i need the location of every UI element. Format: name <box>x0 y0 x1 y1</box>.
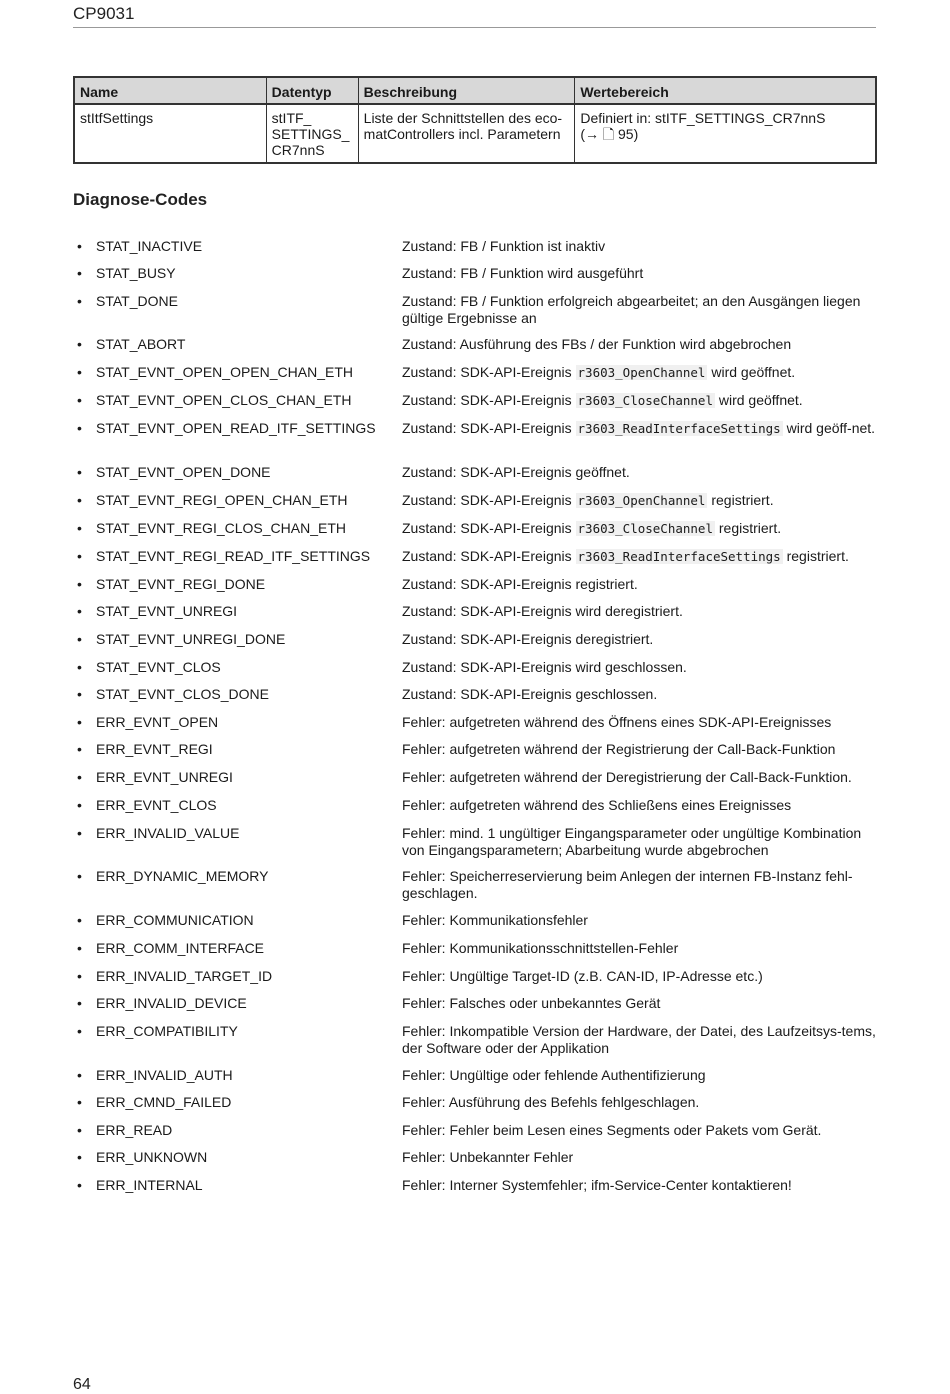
code-name: STAT_EVNT_REGI_DONE <box>96 576 266 592</box>
code-name: ERR_INVALID_VALUE <box>96 825 240 841</box>
bullet-icon: • <box>77 1122 82 1138</box>
code-description: Zustand: SDK-API-Ereignis geöffnet. <box>402 464 630 480</box>
list-item <box>73 576 876 593</box>
code-description <box>402 520 876 538</box>
code-name: STAT_EVNT_OPEN_READ_ITF_SETTINGS <box>96 420 376 436</box>
code-description-text: wird geöffnet. <box>707 364 796 380</box>
code-name: STAT_DONE <box>96 293 178 309</box>
cell-range <box>575 104 876 163</box>
cell-name: stItfSettings <box>74 104 266 163</box>
list-item <box>73 714 876 731</box>
list-item <box>73 420 876 438</box>
bullet-icon: • <box>77 420 82 436</box>
code-description <box>402 548 876 566</box>
code-name: ERR_EVNT_OPEN <box>96 714 219 730</box>
document-header-title: CP9031 <box>73 4 135 23</box>
code-description: Zustand: FB / Funktion erfolgreich abgearbeitet; an den Ausgängen liegen gültige Ergebnisse an <box>402 293 861 326</box>
code-name: STAT_EVNT_CLOS <box>96 659 221 675</box>
bullet-icon: • <box>77 492 82 508</box>
code-name: ERR_INVALID_TARGET_ID <box>96 968 273 984</box>
list-item <box>73 392 876 410</box>
code-description <box>402 392 876 410</box>
code-description: Fehler: aufgetreten während der Deregistrierung der Call-Back-Funktion. <box>402 769 852 785</box>
cell-datatype-line: CR7nnS <box>271 142 325 158</box>
function-code-inline: r3603_OpenChannel <box>577 365 706 380</box>
bullet-icon: • <box>77 576 82 592</box>
code-name: STAT_ABORT <box>96 336 186 352</box>
code-description-text: registriert. <box>782 548 849 564</box>
code-description <box>402 492 876 510</box>
bullet-icon: • <box>77 1023 82 1039</box>
cell-description-line: Liste der Schnittstellen des eco- <box>363 110 563 126</box>
code-description: Fehler: Falsches oder unbekanntes Gerät <box>402 995 661 1011</box>
code-name: ERR_CMND_FAILED <box>96 1094 232 1110</box>
code-name: ERR_COMPATIBILITY <box>96 1023 238 1039</box>
code-name: ERR_EVNT_REGI <box>96 741 213 757</box>
code-description: Fehler: Kommunikationsfehler <box>402 912 588 928</box>
parameter-table <box>73 76 877 164</box>
code-name: ERR_INVALID_AUTH <box>96 1067 233 1083</box>
list-item <box>73 868 876 901</box>
code-description: Zustand: SDK-API-Ereignis registriert. <box>402 576 638 592</box>
cell-description <box>358 104 575 163</box>
code-description: Zustand: Ausführung des FBs / der Funktion wird abgebrochen <box>402 336 792 352</box>
code-description: Zustand: FB / Funktion wird ausgeführt <box>402 265 644 281</box>
table-header-row <box>74 77 876 104</box>
cell-datatype-line: SETTINGS_ <box>271 126 350 142</box>
code-description: Fehler: aufgetreten während der Registrierung der Call-Back-Funktion <box>402 741 836 757</box>
list-item <box>73 797 876 814</box>
code-description: Fehler: aufgetreten während des Öffnens eines SDK-API-Ereignisses <box>402 714 832 730</box>
code-description-text: Zustand: SDK-API-Ereignis <box>402 492 576 508</box>
cell-range-line: Definiert in: stITF_SETTINGS_CR7nnS <box>580 110 826 126</box>
cell-datatype <box>266 104 358 163</box>
table-row <box>74 104 876 163</box>
code-description-text: wird geöffnet. <box>714 392 803 408</box>
list-item <box>73 940 876 957</box>
bullet-icon: • <box>77 769 82 785</box>
bullet-icon: • <box>77 714 82 730</box>
code-description <box>402 364 876 382</box>
function-code-inline: r3603_CloseChannel <box>577 393 713 408</box>
list-item <box>73 1177 876 1194</box>
code-name: ERR_UNKNOWN <box>96 1149 208 1165</box>
bullet-icon: • <box>77 392 82 408</box>
code-description: Fehler: Speicherreservierung beim Anlegen der internen FB-Instanz fehl-geschlagen. <box>402 868 853 901</box>
code-name: STAT_EVNT_UNREGI_DONE <box>96 631 286 647</box>
bullet-icon: • <box>77 686 82 702</box>
bullet-icon: • <box>77 603 82 619</box>
code-name: STAT_EVNT_UNREGI <box>96 603 238 619</box>
code-name: STAT_EVNT_OPEN_CLOS_CHAN_ETH <box>96 392 352 408</box>
code-name: ERR_COMM_INTERFACE <box>96 940 265 956</box>
code-description: Fehler: Kommunikationsschnittstellen-Fehler <box>402 940 679 956</box>
code-name: ERR_READ <box>96 1122 173 1138</box>
code-description: Fehler: Unbekannter Fehler <box>402 1149 574 1165</box>
code-name: STAT_INACTIVE <box>96 238 203 254</box>
bullet-icon: • <box>77 238 82 254</box>
bullet-icon: • <box>77 741 82 757</box>
code-description: Fehler: mind. 1 ungültiger Eingangsparameter oder ungültige Kombination von Eingangsparametern; Abarbeitung wurde abgebrochen <box>402 825 862 858</box>
code-description-text: Zustand: SDK-API-Ereignis <box>402 420 576 436</box>
code-name: ERR_EVNT_UNREGI <box>96 769 233 785</box>
list-item <box>73 659 876 676</box>
bullet-icon: • <box>77 1067 82 1083</box>
code-name: STAT_EVNT_REGI_CLOS_CHAN_ETH <box>96 520 346 536</box>
bullet-icon: • <box>77 265 82 281</box>
bullet-icon: • <box>77 1177 82 1193</box>
list-item <box>73 603 876 620</box>
bullet-icon: • <box>77 912 82 928</box>
list-item <box>73 293 876 326</box>
function-code-inline: r3603_CloseChannel <box>577 521 713 536</box>
list-item <box>73 1023 876 1056</box>
list-item <box>73 238 876 255</box>
code-description: Zustand: SDK-API-Ereignis wird deregistriert. <box>402 603 683 619</box>
code-description: Zustand: SDK-API-Ereignis wird geschlossen. <box>402 659 687 675</box>
bullet-icon: • <box>77 868 82 884</box>
code-name: ERR_EVNT_CLOS <box>96 797 217 813</box>
function-code-inline: r3603_ReadInterfaceSettings <box>577 549 781 564</box>
bullet-icon: • <box>77 825 82 841</box>
column-header-name: Name <box>74 77 266 104</box>
code-description-text: registriert. <box>714 520 782 536</box>
list-item <box>73 769 876 786</box>
code-name: STAT_BUSY <box>96 265 176 281</box>
bullet-icon: • <box>77 1094 82 1110</box>
bullet-icon: • <box>77 797 82 813</box>
code-name: STAT_EVNT_CLOS_DONE <box>96 686 269 702</box>
function-code-inline: r3603_ReadInterfaceSettings <box>577 421 781 436</box>
bullet-icon: • <box>77 548 82 564</box>
list-item <box>73 1067 876 1084</box>
function-code-inline: r3603_OpenChannel <box>577 493 706 508</box>
bullet-icon: • <box>77 659 82 675</box>
code-name: STAT_EVNT_OPEN_OPEN_CHAN_ETH <box>96 364 353 380</box>
code-description: Zustand: SDK-API-Ereignis deregistriert. <box>402 631 654 647</box>
bullet-icon: • <box>77 968 82 984</box>
code-description: Fehler: Interner Systemfehler; ifm-Service-Center kontaktieren! <box>402 1177 792 1193</box>
code-name: ERR_INTERNAL <box>96 1177 203 1193</box>
list-item <box>73 968 876 985</box>
list-item <box>73 825 876 858</box>
list-item <box>73 631 876 648</box>
list-item <box>73 912 876 929</box>
list-item <box>73 364 876 382</box>
code-description-text: Zustand: SDK-API-Ereignis <box>402 364 576 380</box>
code-description: Fehler: Fehler beim Lesen eines Segments oder Pakets vom Gerät. <box>402 1122 822 1138</box>
column-header-range: Wertebereich <box>575 77 876 104</box>
list-item <box>73 265 876 282</box>
bullet-icon: • <box>77 940 82 956</box>
list-item <box>73 741 876 758</box>
bullet-icon: • <box>77 464 82 480</box>
code-name: STAT_EVNT_REGI_OPEN_CHAN_ETH <box>96 492 348 508</box>
bullet-icon: • <box>77 631 82 647</box>
code-name: ERR_DYNAMIC_MEMORY <box>96 868 269 884</box>
bullet-icon: • <box>77 1149 82 1165</box>
list-item <box>73 1094 876 1111</box>
cell-datatype-line: stITF_ <box>271 110 312 126</box>
code-description <box>402 420 876 438</box>
code-name: ERR_INVALID_DEVICE <box>96 995 247 1011</box>
bullet-icon: • <box>77 336 82 352</box>
list-item <box>73 520 876 538</box>
bullet-icon: • <box>77 995 82 1011</box>
column-header-datatype: Datentyp <box>266 77 358 104</box>
code-description-text: Zustand: SDK-API-Ereignis <box>402 392 576 408</box>
bullet-icon: • <box>77 520 82 536</box>
code-description-text: Zustand: SDK-API-Ereignis <box>402 520 576 536</box>
list-item <box>73 686 876 703</box>
list-item <box>73 464 876 481</box>
code-description-text: wird geöff-net. <box>782 420 876 436</box>
code-description: Fehler: Ungültige Target-ID (z.B. CAN-ID, IP-Adresse etc.) <box>402 968 763 984</box>
column-header-description: Beschreibung <box>358 77 575 104</box>
code-description-text: registriert. <box>707 492 774 508</box>
code-description-text: Zustand: SDK-API-Ereignis <box>402 548 576 564</box>
list-item <box>73 1122 876 1139</box>
list-item <box>73 1149 876 1166</box>
bullet-icon: • <box>77 364 82 380</box>
code-description: Zustand: FB / Funktion ist inaktiv <box>402 238 606 254</box>
bullet-icon: • <box>77 293 82 309</box>
section-heading: Diagnose-Codes <box>73 190 208 209</box>
page-number: 64 <box>73 1376 91 1393</box>
list-item <box>73 548 876 566</box>
code-description: Fehler: aufgetreten während des Schließens eines Ereignisses <box>402 797 792 813</box>
code-description: Zustand: SDK-API-Ereignis geschlossen. <box>402 686 658 702</box>
code-description: Fehler: Ausführung des Befehls fehlgeschlagen. <box>402 1094 700 1110</box>
code-name: STAT_EVNT_OPEN_DONE <box>96 464 271 480</box>
list-item <box>73 995 876 1012</box>
code-name: STAT_EVNT_REGI_READ_ITF_SETTINGS <box>96 548 371 564</box>
code-name: ERR_COMMUNICATION <box>96 912 254 928</box>
code-description: Fehler: Ungültige oder fehlende Authentifizierung <box>402 1067 706 1083</box>
cell-description-line: matControllers incl. Parametern <box>363 126 561 142</box>
list-item <box>73 492 876 510</box>
list-item <box>73 336 876 353</box>
code-description: Fehler: Inkompatible Version der Hardware, der Datei, des Laufzeitsys-tems, der Software oder der Applikation <box>402 1023 876 1056</box>
cell-range-reference-link[interactable]: (→ 🗋 95) <box>580 126 639 142</box>
header-divider <box>73 27 876 28</box>
